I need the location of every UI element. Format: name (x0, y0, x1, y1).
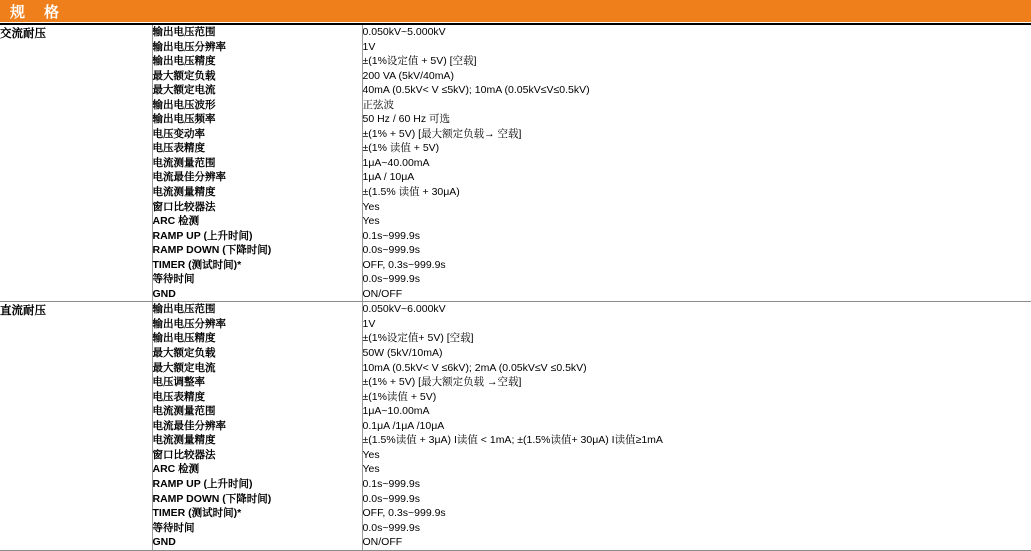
parameter-value: 40mA (0.5kV< V ≤5kV); 10mA (0.05kV≤V≤0.5kV) (363, 83, 1031, 98)
parameter-value: Yes (363, 448, 1031, 463)
parameter-label: 最大额定负载 (153, 69, 362, 84)
parameter-value: ±(1%读值 + 5V) (363, 390, 1031, 405)
parameter-value: 1μA / 10μA (363, 170, 1031, 185)
parameter-value: OFF, 0.3s~999.9s (363, 506, 1031, 521)
parameter-label: RAMP UP (上升时间) (153, 229, 362, 244)
parameter-value: 0.050kV~6.000kV (363, 302, 1031, 317)
parameter-value: ±(1%设定值 + 5V) [空载] (363, 54, 1031, 69)
parameter-label: RAMP DOWN (下降时间) (153, 492, 362, 507)
parameter-label: 电流测量范围 (153, 156, 362, 171)
parameter-value: 1V (363, 40, 1031, 55)
parameter-value: 0.0s~999.9s (363, 243, 1031, 258)
parameter-label: RAMP DOWN (下降时间) (153, 243, 362, 258)
parameter-value: Yes (363, 462, 1031, 477)
parameter-value: 0.1s~999.9s (363, 229, 1031, 244)
spec-header-bar (0, 0, 1031, 22)
section-name-cell (0, 25, 152, 302)
parameter-label: GND (153, 287, 362, 302)
parameter-label: 电压变动率 (153, 127, 362, 142)
parameter-value: ±(1% 读值 + 5V) (363, 141, 1031, 156)
parameter-value: 0.1s~999.9s (363, 477, 1031, 492)
parameter-value: 正弦波 (363, 98, 1031, 113)
parameter-label: 窗口比较器法 (153, 200, 362, 215)
parameter-value: Yes (363, 200, 1031, 215)
parameter-label: 电流测量精度 (153, 433, 362, 448)
parameter-value: ON/OFF (363, 535, 1031, 550)
parameter-label: 电流测量精度 (153, 185, 362, 200)
parameter-label: 等待时间 (153, 521, 362, 536)
parameter-value: Yes (363, 214, 1031, 229)
table-row (0, 302, 1031, 550)
parameter-label: 最大额定电流 (153, 361, 362, 376)
parameter-label: 电流最佳分辨率 (153, 419, 362, 434)
parameter-value: OFF, 0.3s~999.9s (363, 258, 1031, 273)
parameter-value: 10mA (0.5kV< V ≤6kV); 2mA (0.05kV≤V ≤0.5kV) (363, 361, 1031, 376)
parameter-value: 1μA~10.00mA (363, 404, 1031, 419)
parameter-label: ARC 检测 (153, 214, 362, 229)
parameter-label: 输出电压范围 (153, 302, 362, 317)
parameter-label: TIMER (测试时间)* (153, 258, 362, 273)
parameter-label: 输出电压精度 (153, 331, 362, 346)
parameter-label: 输出电压分辨率 (153, 317, 362, 332)
table-row (0, 25, 1031, 302)
parameter-value: ON/OFF (363, 287, 1031, 302)
parameter-value: ±(1.5%读值 + 3μA) I读值 < 1mA; ±(1.5%读值+ 30μA) I读值≥1mA (363, 433, 1031, 448)
section-value-cell (362, 25, 1031, 302)
parameter-label: 最大额定电流 (153, 83, 362, 98)
parameter-label: 电流最佳分辨率 (153, 170, 362, 185)
parameter-label: RAMP UP (上升时间) (153, 477, 362, 492)
section-label: 交流耐压 (0, 28, 46, 40)
parameter-label: 等待时间 (153, 272, 362, 287)
parameter-label: ARC 检测 (153, 462, 362, 477)
parameter-value: ±(1.5% 读值 + 30μA) (363, 185, 1031, 200)
parameter-label: 电压表精度 (153, 390, 362, 405)
parameter-label: GND (153, 535, 362, 550)
page-title: 规 格 (10, 1, 61, 22)
parameter-value: ±(1% + 5V) [最大额定负载 →空载] (363, 375, 1031, 390)
parameter-value: 0.1μA /1μA /10μA (363, 419, 1031, 434)
section-parameter-cell (152, 25, 362, 302)
parameter-value: 1V (363, 317, 1031, 332)
parameter-value: 0.0s~999.9s (363, 492, 1031, 507)
section-label: 直流耐压 (0, 305, 46, 317)
parameter-label: 电压调整率 (153, 375, 362, 390)
parameter-value: 0.0s~999.9s (363, 521, 1031, 536)
parameter-value: 0.0s~999.9s (363, 272, 1031, 287)
spec-table (0, 25, 1031, 550)
parameter-label: 窗口比较器法 (153, 448, 362, 463)
parameter-label: TIMER (测试时间)* (153, 506, 362, 521)
parameter-value: 1μA~40.00mA (363, 156, 1031, 171)
parameter-value: 0.050kV~5.000kV (363, 25, 1031, 40)
parameter-label: 输出电压精度 (153, 54, 362, 69)
parameter-label: 输出电压波形 (153, 98, 362, 113)
parameter-label: 电流测量范围 (153, 404, 362, 419)
parameter-label: 输出电压分辨率 (153, 40, 362, 55)
parameter-value: ±(1%设定值+ 5V) [空载] (363, 331, 1031, 346)
section-value-cell (362, 302, 1031, 550)
parameter-label: 电压表精度 (153, 141, 362, 156)
parameter-value: 50 Hz / 60 Hz 可选 (363, 112, 1031, 127)
parameter-value: 200 VA (5kV/40mA) (363, 69, 1031, 84)
parameter-label: 最大额定负载 (153, 346, 362, 361)
section-name-cell (0, 302, 152, 550)
parameter-label: 输出电压频率 (153, 112, 362, 127)
section-parameter-cell (152, 302, 362, 550)
parameter-value: 50W (5kV/10mA) (363, 346, 1031, 361)
spec-table-body (0, 25, 1031, 550)
parameter-label: 输出电压范围 (153, 25, 362, 40)
parameter-value: ±(1% + 5V) [最大额定负载→ 空载] (363, 127, 1031, 142)
